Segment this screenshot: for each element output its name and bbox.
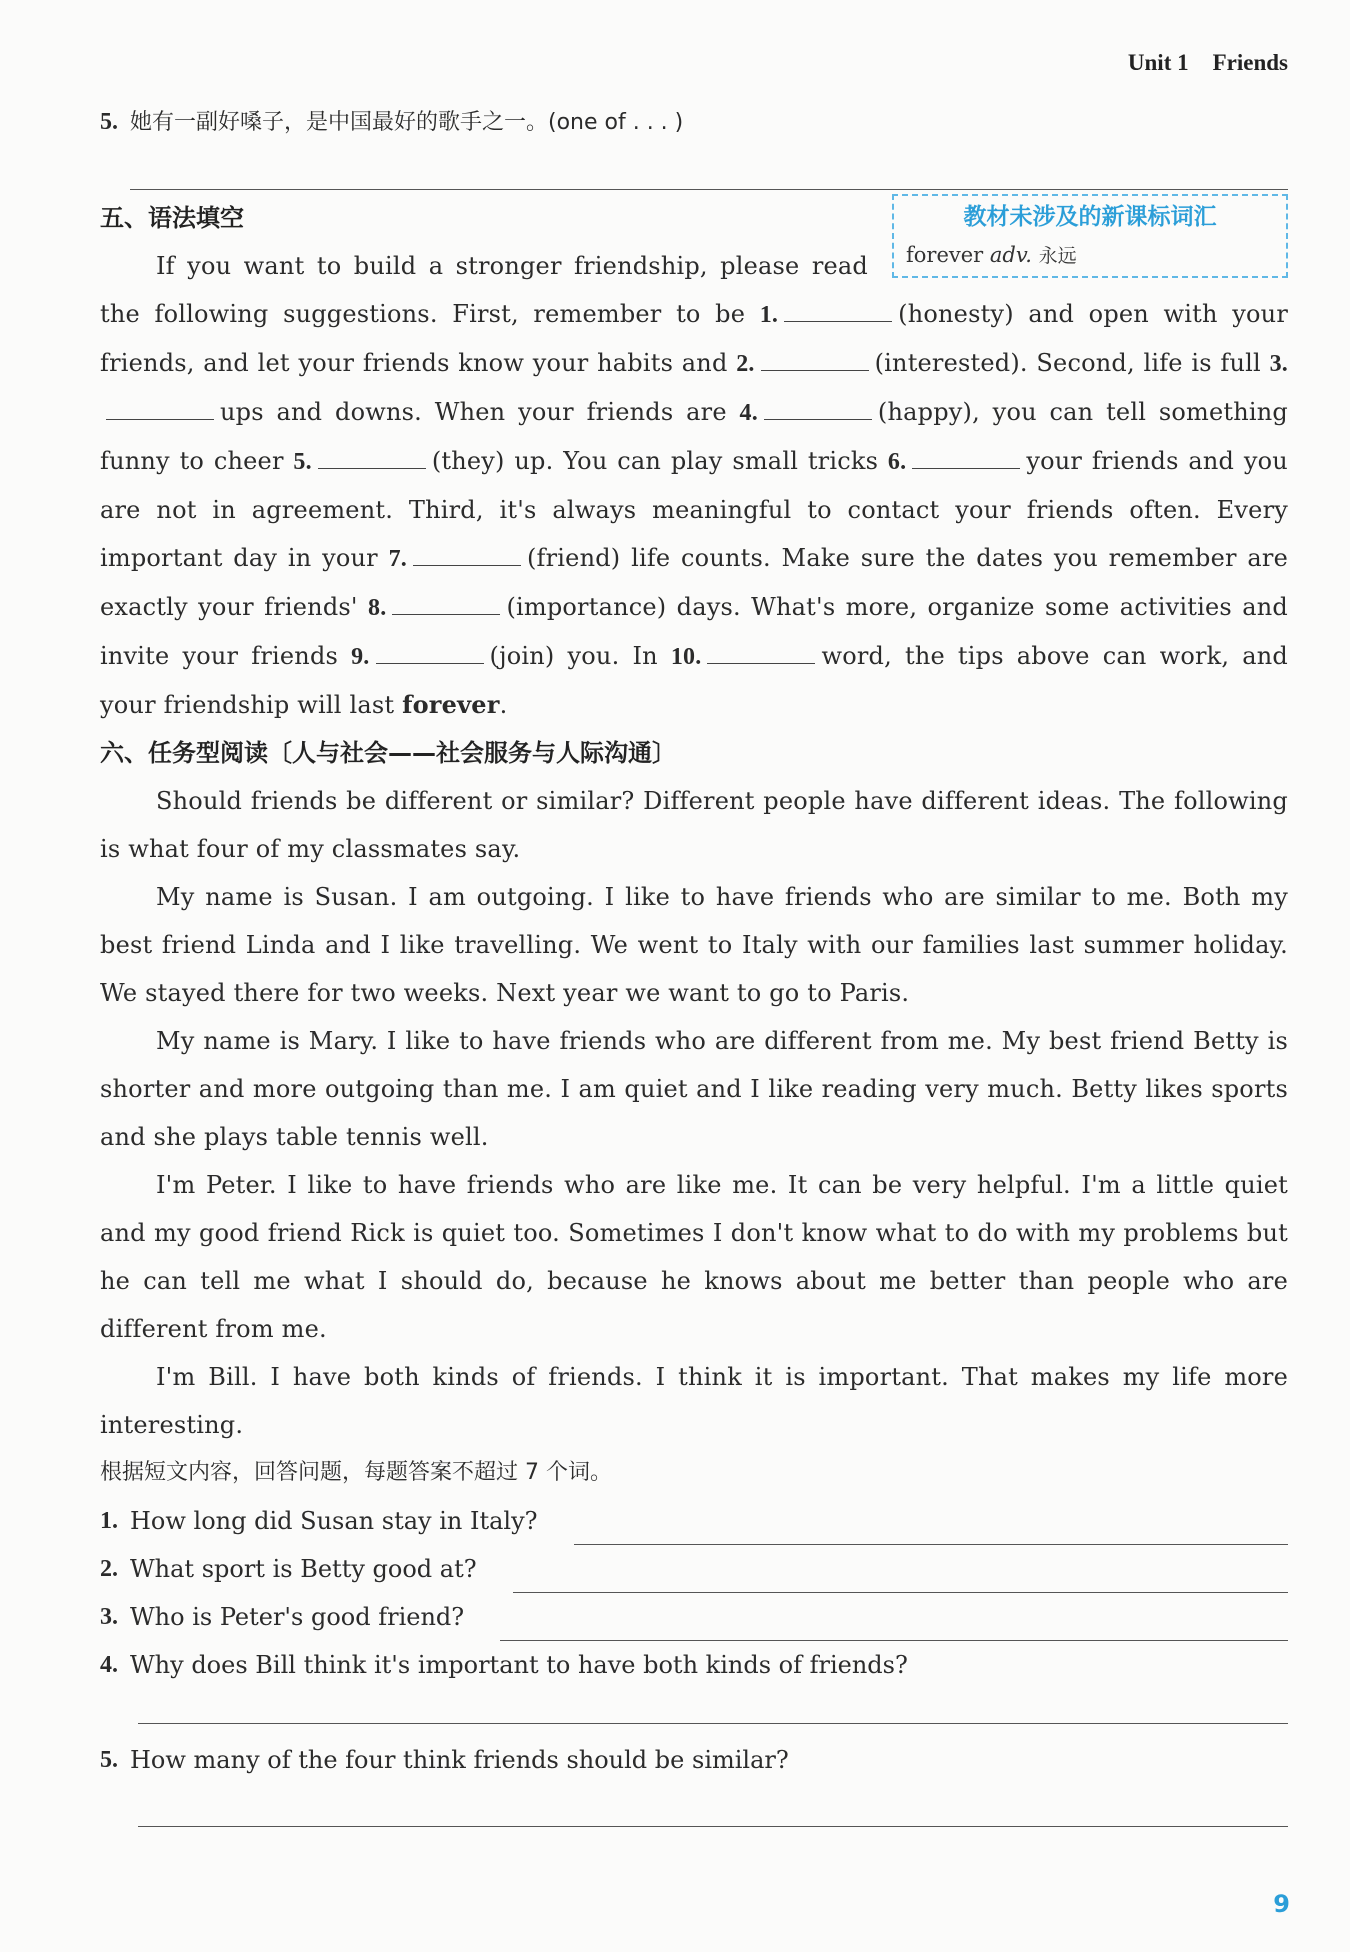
translation-question (100, 98, 1288, 147)
answer-line[interactable] (574, 1514, 1288, 1545)
blank-number: 5. (293, 449, 312, 475)
blank-6[interactable] (912, 442, 1020, 469)
blank-1[interactable] (784, 295, 892, 322)
unit-title: Friends (1212, 50, 1288, 75)
passage-text: (importance) days. What's more, organize some activities and invite your friends (100, 593, 1288, 670)
blank-10[interactable] (707, 637, 815, 664)
vocab-pos: adv. (989, 243, 1032, 267)
answer-line[interactable] (513, 1562, 1288, 1593)
answer-line[interactable] (138, 1792, 1288, 1827)
blank-number: 2. (736, 351, 755, 377)
passage-text: (they) up. You can play small tricks (431, 447, 879, 475)
reading-paragraph: I'm Bill. I have both kinds of friends. I think it is important. That makes my life more interesting. (100, 1363, 1288, 1439)
reading-paragraph: My name is Mary. I like to have friends who are different from me. My best friend Betty is shorter and more outgoing than me. I am quiet and I like reading very much. Betty likes sports and she plays table tennis well. (100, 1027, 1288, 1151)
question-text: Why does Bill think it's important to have both kinds of friends? (130, 1651, 908, 1679)
question-number: 4. (100, 1652, 118, 1678)
reading-paragraph: I'm Peter. I like to have friends who are like me. It can be very helpful. I'm a little quiet and my good friend Rick is quiet too. Sometimes I don't know what to do with my problems but he can tell me what I should do, because he knows about me better than people who are different from me. (100, 1171, 1288, 1343)
question-3 (100, 1593, 1288, 1641)
grammar-fill-section (100, 194, 1288, 729)
page-content (100, 98, 1288, 1839)
blank-number: 10. (670, 644, 702, 670)
page-header (1128, 50, 1288, 76)
passage-text: your friends and you are not in agreement. Third, it's always meaningful to contact your friends often. Every important day in your (100, 447, 1288, 572)
passage-text: (friend) life counts. Make sure the dates you remember are exactly your friends' (100, 544, 1288, 621)
vocab-box-title: 教材未涉及的新课标词汇 (963, 204, 1217, 230)
blank-number: 8. (368, 595, 387, 621)
unit-label: Unit 1 (1127, 50, 1189, 75)
passage-text: If you want to build a stronger friendship, please read the following suggestions. First, remember to be (100, 252, 868, 328)
question-4 (100, 1641, 1288, 1689)
question-1 (100, 1497, 1288, 1545)
passage-text: . (499, 691, 508, 719)
question-number: 3. (100, 1604, 118, 1630)
question-number: 1. (100, 1508, 118, 1534)
blank-number: 3. (1269, 351, 1288, 377)
passage-text: (happy), you can tell something funny to cheer (100, 398, 1288, 475)
blank-3[interactable] (106, 393, 214, 420)
blank-7[interactable] (413, 539, 521, 566)
question-number: 5. (100, 1747, 118, 1773)
question-text: What sport is Betty good at? (130, 1555, 477, 1583)
question-text: How long did Susan stay in Italy? (130, 1507, 538, 1535)
question-2 (100, 1545, 1288, 1593)
passage-text: (interested). Second, life is full (874, 349, 1261, 377)
question-text: Who is Peter's good friend? (130, 1603, 465, 1631)
instruction: 根据短文内容，回答问题，每题答案不超过 7 个词。 (100, 1460, 612, 1485)
reading-paragraph: Should friends be different or similar? Different people have different ideas. The following is what four of my classmates say. (100, 787, 1288, 863)
page-number: 9 (1273, 1890, 1290, 1918)
vocab-box (892, 194, 1288, 278)
blank-2[interactable] (761, 344, 869, 371)
passage-text: ups and downs. When your friends are (220, 398, 727, 426)
grammar-passage (100, 242, 1288, 729)
blank-number: 1. (759, 302, 779, 328)
blank-number: 6. (887, 449, 907, 475)
blank-5[interactable] (318, 442, 426, 469)
reading-section (100, 729, 1288, 1827)
passage-text: (join) you. In (489, 642, 658, 670)
question-text: How many of the four think friends should be similar? (130, 1746, 789, 1774)
blank-9[interactable] (376, 637, 484, 664)
answer-line[interactable] (500, 1610, 1288, 1641)
question-number: 5. (100, 109, 118, 135)
passage-text: word, the tips above can work, and your friendship will last (100, 642, 1288, 719)
blank-8[interactable] (392, 588, 500, 615)
question-text: 她有一副好嗓子，是中国最好的歌手之一。(one of . . . ) (130, 110, 684, 135)
vocab-entry (906, 236, 1274, 275)
section-title: 六、任务型阅读〔人与社会——社会服务与人际沟通〕 (100, 739, 676, 767)
blank-4[interactable] (764, 393, 872, 420)
answer-line[interactable] (130, 147, 1288, 190)
section-title: 五、语法填空 (100, 204, 244, 232)
question-5 (100, 1736, 1288, 1784)
blank-number: 4. (739, 400, 758, 426)
question-number: 2. (100, 1556, 118, 1582)
vocab-word: forever (906, 243, 984, 267)
answer-line[interactable] (138, 1689, 1288, 1724)
blank-number: 9. (351, 644, 370, 670)
vocab-meaning: 永远 (1038, 245, 1077, 267)
blank-number: 7. (388, 546, 407, 572)
reading-paragraph: My name is Susan. I am outgoing. I like to have friends who are similar to me. Both my best friend Linda and I like travelling. We went to Italy with our families last summer holiday. We stayed there for two weeks. Next year we want to go to Paris. (100, 883, 1288, 1007)
passage-text: (honesty) and open with your friends, and let your friends know your habits and (100, 300, 1288, 377)
highlight-word: forever (402, 690, 500, 719)
